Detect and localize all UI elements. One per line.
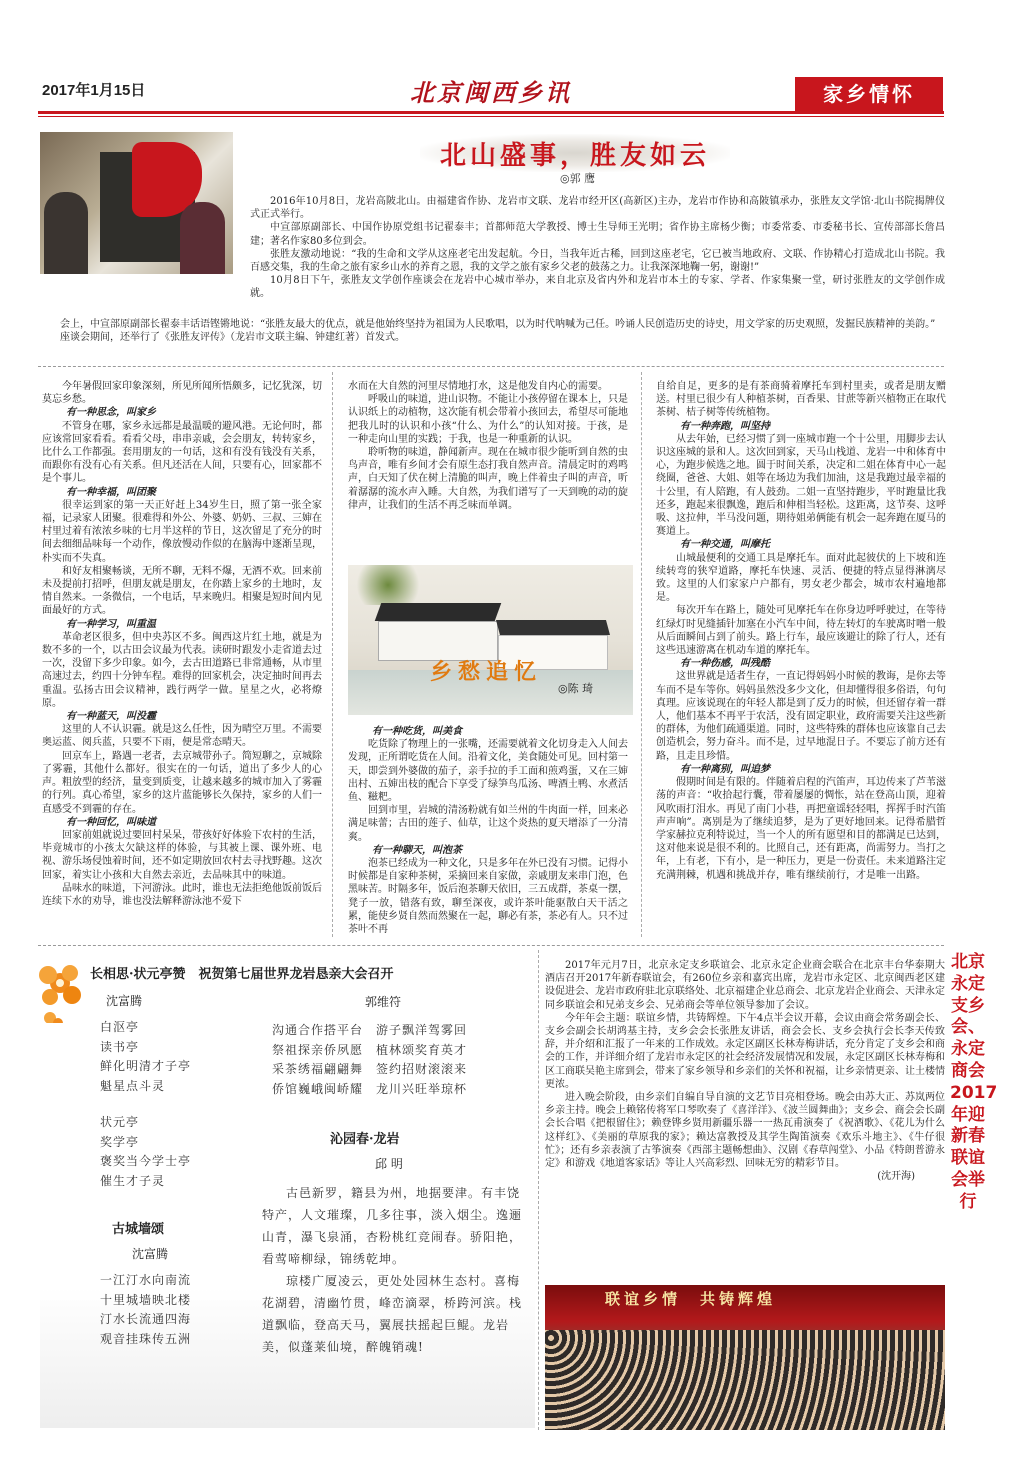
paragraph: 会上，中宣部原副部长翟泰丰话语铿锵地说：“张胜友最大的优点，就是他始终坚持为祖国为人民歌唱，以为时代呐喊为己任。吟诵人民创造历史的诗史，用文学家的历史观照，发掘民族精神的美韵。” — [60, 319, 936, 330]
poem-line: 魁星点斗灵 — [100, 1078, 166, 1093]
article1-body-cont — [40, 318, 945, 344]
article2-column-3 — [656, 380, 946, 935]
paragraph: 2017年元月7日，北京永定支乡联谊会、北京永定企业商会联合在北京丰台华泰期大酒店召开2017年新春联谊会，有260位乡亲和嘉宾出席，龙岩市永定区、北京闽西老区建设促进会、龙岩市政府驻北京联络处、北京福建企业总商会、北京龙岩企业商会、天津永定同乡联谊会和兄弟支乡会、兄弟商会等单位领导参加了会议。 — [545, 960, 945, 1011]
poems-block — [40, 958, 535, 1428]
poem-gucheng-author: 沈富腾 — [132, 1247, 169, 1261]
subheading: 有一种回忆，叫味道 — [66, 816, 156, 828]
paragraph: 今年暑假回家印象深刻，所见所闻所悟颇多，记忆犹深，切莫忘乡愁。 — [42, 381, 322, 406]
poem-gucheng-lines — [100, 1271, 191, 1349]
poem1-author: 沈富腾 — [106, 994, 143, 1008]
poem-line: 鲜化明清才子亭 — [100, 1059, 192, 1073]
paragraph: 今年年会主题：联谊乡情，共铸辉煌。下午4点半会议开幕，会议由商会常务副会长、支乡会副会长胡鸿基主持，支乡会会长张胜友讲话，商会会长、支乡会执行会长李天传致辞，并介绍和汇报了一年来的工作成效。永定区副区长林寿梅讲话，充分肯定了支乡会和商会的工作，并详细介绍了龙岩市永定区的社会经济发展情况和发展，永定区副区长林寿梅和区工商联吴艳主席到会，带来了家乡领导和乡亲们的关怀和祝福，让乡亲情更亲、让土楼情更浓。 — [545, 1012, 945, 1090]
bottom-divider — [38, 945, 944, 946]
paragraph: 10月8日下午，张胜友文学创作座谈会在龙岩中心城市举办，来自北京及省内外和龙岩市本土的专家、学者、作家集聚一堂，研讨张胜友的文学创作成就。 — [250, 275, 945, 300]
article2-title: 乡愁追忆 — [430, 660, 543, 685]
paragraph: 不管身在哪，家乡永远都是最温暖的避风港。无论何时，都应该常回家看看。看看父母，串串亲戚，会会朋友，转转家乡，比什么工作都强。套用朋友的一句话，这和有没有钱没有关系，而跟你有没有心有关系。但凡还活在人间，只要有心，回家都不是个事儿。 — [42, 420, 322, 485]
paragraph: 聆听物的味道，静闻新声。现在在城市很少能听到自然的虫鸟声音，唯有乡间才会有原生态打我自然声音。清晨定时的鸡鸣声，白天知了伏在树上清脆的叫声，晚上伴着虫子叫的声音，听着潺潺的流水声入睡。大自然，为我们谱写了一天到晚的动的旋律声，让我们的生活不再乏味而单调。 — [348, 447, 628, 511]
paragraph: 自给自足，更多的是有茶商骑着摩托车到村里卖，或者是朋友赠送。村里已很少有人种植茶树，百香果、甘蔗等新兴植物正在取代茶树、桔子树等传统植物。 — [656, 381, 946, 419]
article1-body — [250, 195, 945, 301]
article3-vertical-title: 北京永定支乡会、永定商会2017年迎新春联谊会举行 — [950, 952, 998, 1212]
subheading: 有一种蓝天，叫没霾 — [66, 711, 156, 723]
poem-stanza: 琼楼广厦凌云，更处处园林生态村。喜梅花湖碧，清幽竹贯，峰峦滴翠，桥跨河滨。栈道飘临，登高天马，翼展扶摇起巨鲲。龙岩美，似蓬莱仙境，醉魄销魂! — [262, 1274, 523, 1354]
poem-line: 汀水长流通四海 — [100, 1312, 192, 1326]
article2-column-1 — [42, 380, 322, 935]
subheading: 有一种交通，叫摩托 — [680, 539, 770, 551]
article1-author: ◎郭 鹰 — [560, 172, 596, 185]
poem1-title: 长相思·状元亭赞 祝贺第七届世界龙岩恳亲大会召开 — [90, 967, 394, 982]
paragraph: 这里的人不认识霾。就是这么任性，因为晴空万里。不需要奥运蓝、阅兵蓝，只要不下雨，便是常态晴天。 — [42, 724, 322, 749]
section-badge: 家乡情怀 — [795, 77, 943, 112]
paragraph: 很幸运到家的第一天正好赶上34岁生日，照了第一张全家福，记录家人团聚。很难得和外公、外婆、奶奶、三叔、三婶在村里过着有浓浓乡味的七月半这样的节日，这次留足了充分的时间去细细品味每一个动作，像放慢动作似的在脑海中逐渐呈现，朴实而不失真。 — [42, 499, 322, 564]
poem-line: 十里城墙映北楼 — [100, 1292, 192, 1307]
poem-gucheng-title: 古城墙颂 — [112, 1222, 165, 1237]
subheading: 有一种伤感，叫残酷 — [680, 658, 770, 670]
poem-line: 采茶绣福翩翩舞 签约招财滚滚来 — [272, 1062, 468, 1076]
paragraph: 2016年10月8日，龙岩高陂北山。由福建省作协、龙岩市文联、龙岩市经开区(高新区)主办，龙岩市作协和高陂镇承办，张胜友文学馆·北山书院揭牌仪式正式举行。 — [250, 196, 945, 221]
paragraph: 品味水的味道，下河游泳。此时，谁也无法拒绝他饭前饭后连续下水的劝导，谁也没法解释游泳池不爱下 — [42, 882, 322, 907]
subheading: 有一种聊天，叫泡茶 — [372, 844, 462, 856]
paragraph: 回到市里，岩城的清汤粉就有如兰州的牛肉面一样，回来必满足味蕾；古田的莲子、仙草，让这个炎热的夏天增添了一分清爽。 — [348, 805, 628, 843]
poem-line: 奖学亭 — [100, 1134, 140, 1149]
paragraph: 进入晚会阶段，由乡亲们自编自导自演的文艺节目亮相登场。晚会由苏大正、苏岚两位乡亲主持。晚会上赖铭传将军口琴吹奏了《喜洋洋》、《波兰圆舞曲》；支乡会、商会会长副会长合唱《把根留住》；赖登铧乡贤用新疆乐器一一热瓦甫演奏了《祝酒歌》、《花儿为什么这样红》、《美丽的草原我的家》；赖达富教授及其学生陶笛演奏《欢乐斗地主》、《牛仔很忙》；还有乡亲表演了古筝演奏《西部主题畅想曲》、汉剧《春草闯堂》、小品《特朗普游永定》和游戏《地道客家话》等让人兴高彩烈、回味无穷的精彩节目。 — [545, 1092, 945, 1170]
article2-column-2-top — [348, 380, 628, 565]
paragraph: 中宣部原副部长、中国作协原党组书记翟泰丰；首都师范大学教授、博士生导师王光明；省作协主席杨少衡；市委常委、市委秘书长、宣传部部长詹昌建；著名作家80多位到会。 — [250, 222, 945, 247]
header-rule — [38, 111, 944, 114]
paragraph: 革命老区很多，但中央苏区不多。闽西这片红土地，就是为数不多的一个，以古田会议最为代表。读研时跟发小走省道去过一次，没留下多少印象。如今，去古田道路已非常通畅，从市里高速过去，约四十分钟车程。难得的回家机会，决定抽时间再去重温。弘扬古田会议精神，践行两学一做。星星之火，必将燎原。 — [42, 631, 322, 709]
poem3-title: 沁园春·龙岩 — [330, 1132, 400, 1147]
poem-line: 催生才子灵 — [100, 1173, 166, 1188]
poem-line: 状元亭 — [100, 1115, 140, 1129]
group-photo — [545, 1285, 945, 1430]
article2-author: ◎陈 琦 — [558, 682, 594, 695]
poem-line: 侨馆巍峨闽峤耀 龙川兴旺举琼杯 — [272, 1081, 468, 1096]
poem-line: 白沤亭 — [100, 1020, 140, 1034]
paragraph: 吃货除了物理上的一张嘴，还需要就着文化切身走入人间去发现，正所谓吃货在人间。沿着文化，美食随处可见。回村第一天，即尝到外婆做的茄子，亲手拉的手工面和煎鸡蛋，又在三婶出村、五婶出枝的配合下享受了绿笋鸟瓜汤、啤酒土鸭、水煮活鱼、糍粑。 — [348, 739, 628, 804]
paragraph: 呼吸山的味道，进山识物。不能让小孩停留在课本上，只是认识纸上的动植物，这次能有机会带着小孩回去，希望尽可能地把我儿时的认识和小孩“什么、为什么”的认知对接。于孩，是一种走向山里的实践；于我，也是一种重新的认识。 — [348, 394, 628, 445]
article3-body — [545, 959, 945, 1183]
paragraph: 和好友相聚畅谈，无所不聊，无料不爆，无酒不欢。回来前未及提前打招呼，但朋友就是朋友，在你踏上家乡的土地时，友情自然来。一条微信，一个电话，早来晚归。相聚是短时间内见面最好的方式。 — [42, 565, 322, 617]
poem-line: 一江汀水向南流 — [100, 1273, 192, 1287]
paragraph: 每次开车在路上，随处可见摩托车在你身边呼呼驶过，在等待红绿灯时见缝插针加塞在小汽车中间，待左转灯的车驶离时噌一般从后面瞬间占到了前头。路上行车，最应该避让的除了行人，还有这些迅速游离在机动车道的摩托车。 — [656, 605, 946, 657]
subheading: 有一种离别，叫追梦 — [680, 763, 770, 775]
paragraph: 张胜友激动地说：“我的生命和文学从这座老宅出发起航。今日，当我年近古稀，回到这座老宅，它已被当地政府、文联、作协精心打造成北山书院。我百感交集，我的生命之旅有家乡山水的养育之恩，我的文学之旅有家乡父老的鼓荡之力。让我深深地鞠一躬，谢谢!” — [250, 248, 945, 274]
poem3-author: 邱 明 — [375, 1157, 403, 1171]
poem-stanza: 古邑新罗，籍县为州，地据要津。有丰饶特产，人文璀璨，几多往事，淡入烟尘。逸逦山青，瀑飞泉涌，杏粉桃红竞闹春。骄阳艳，看莺啼柳绿，锦绣乾坤。 — [262, 1186, 523, 1266]
poem1-lines-b — [100, 1113, 191, 1191]
paragraph: 山城最便利的交通工具是摩托车。面对此起彼伏的上下坡和连续转弯的狭窄道路，摩托车快速、灵活、便捷的特点显得淋漓尽致。这里的人们家家户户都有，男女老少都会，城市农村遍地都是。 — [656, 552, 946, 604]
article3-author: (沈开海) — [877, 1171, 915, 1183]
subheading: 有一种吃货，叫美食 — [372, 726, 462, 737]
column-divider — [641, 372, 642, 937]
poem-line: 祭祖探亲侨夙愿 植林颂奖育英才 — [272, 1042, 468, 1057]
poem3-lines — [262, 1182, 530, 1358]
poem1-lines-a — [100, 1018, 191, 1096]
paragraph: 这世界就是适者生存，一直记得妈妈小时候的教诲，是你去等车而不是车等你。妈妈虽然没多少文化，但却懂得很多俗语，句句真理。应该说现在的年轻人都是到了反力的时候，但还留存着一群人，他们基本不再平于农活，没有固定职业，政府需要关注这些新的群体，为他们疏通渠道。同时，这些特殊的群体也应该靠自己去创造机会，努力奋斗。而不是，过早地混日子。不要忘了前方还有路，且走且珍惜。 — [656, 671, 946, 762]
article2-column-2-bottom — [348, 725, 628, 940]
poem-line: 观音挂珠传五洲 — [100, 1331, 192, 1346]
subheading: 有一种奔跑，叫坚持 — [680, 420, 770, 432]
column-divider — [538, 950, 539, 1430]
masthead: 北京闽西乡讯 — [410, 78, 572, 107]
paragraph: 假期时间是有限的。伴随着启程的汽笛声，耳边传来了芦苇滋荡的声音：“收拾起行囊，带着屡屡的惆怅，站在登高山顶，迎着风吹雨打泪水。再见了南门小巷，再把童谣轻轻唱，挥挥手时汽笛声声响”。离别是为了继续追梦，是为了更好地回来。记得希腊哲学家赫拉克利特说过，当一个人的所有愿望和目的都满足已达到，这对他来说是很不利的。比照自己，还有距离，尚需努力。当打之年，上有老，下有小，是一种压力，更是一份责任。未来道路注定充满荆棘，机遇和挑战并存，唯有继续前行，才是唯一出路。 — [656, 777, 946, 881]
photo-banner: 联谊乡情 共铸辉煌 — [605, 1290, 777, 1308]
poem-line: 褒奖当今学士亭 — [100, 1154, 192, 1168]
header-rule-thin — [38, 116, 944, 117]
paragraph: 回家前姐就说过要回村呆呆，带孩好好体验下农村的生活，毕竟城市的小孩太欠缺这样的体验，与其被上课、课外班、电视、游乐场侵蚀着时间，还不如定期放回农村去寻找野趣。这次回家，着实让小孩和大自然去亲近，去品味其中的味道。 — [42, 829, 322, 881]
paragraph: 泡茶已经成为一种文化，只是多年在外已没有习惯。记得小时候都是自家种茶树，采摘回来自家做，亲戚朋友来串门泡，色黑味苦。时隔多年，饭后泡茶聊天依旧，三五成群，茶桌一摆，凳子一放，错落有致，聊至深夜，或许茶叶能驱散白天干活之累，能使乡贤自然而然聚在一起，聊必有茶，茶必有人。只不过茶叶不再 — [348, 858, 628, 936]
unveiling-photo — [40, 132, 233, 274]
poem-line: 沟通合作搭平台 游子飘洋驾雾回 — [272, 1023, 468, 1037]
paragraph: 水而在大自然的河里尽情地打水，这是他发自内心的需要。 — [348, 381, 608, 392]
section-divider — [38, 366, 944, 367]
article1-title: 北山盛事，胜友如云 — [440, 141, 711, 171]
subheading: 有一种学习，叫重温 — [66, 618, 156, 630]
paragraph: 座谈会期间，还举行了《张胜友评传》（龙岩市文联主编、钟建红著）首发式。 — [60, 332, 405, 344]
subheading: 有一种思念，叫家乡 — [66, 407, 156, 419]
paragraph: 从去年始，已经习惯了到一座城市跑一个十公里，用脚步去认识这座城的景和人。这次回到家，天马山栈道、龙岩一中和体育中心，为跑步候选之地。圆于时间关系，决定和二姐在体育中心一起绕圈，爸爸、大姐、姐等在场边为我们加油，这是我跑过最幸福的十公里，有人陪跑，有人鼓劲。二姐一直坚持跑步，平时跑量比我还多，跑起来很飘逸，跑后和伸相当轻松。这距离，这节奏、这呼吸、这拉伸，半马没问题，期待姐弟俩能有机会一起奔跑在厦马的赛道上。 — [656, 433, 946, 538]
poem2-lines — [272, 1021, 467, 1099]
subheading: 有一种幸福，叫团聚 — [66, 486, 156, 498]
poem2-author: 郭维符 — [365, 995, 402, 1009]
poem-line: 读书亭 — [100, 1039, 140, 1054]
paragraph: 回京车上，路遇一老者，去京城带孙子。简短聊之，京城除了雾霾，其他什么都好。很实在的一句话，道出了多少人的心声。粗放型的经济，量变到质变，让越来越多的城市加入了雾霾的行列。真心希望，家乡的这片蓝能够长久保持，家乡的人们一直感受不到霾的存在。 — [42, 750, 322, 815]
column-divider — [332, 372, 333, 937]
issue-date: 2017年1月15日 — [42, 82, 146, 99]
